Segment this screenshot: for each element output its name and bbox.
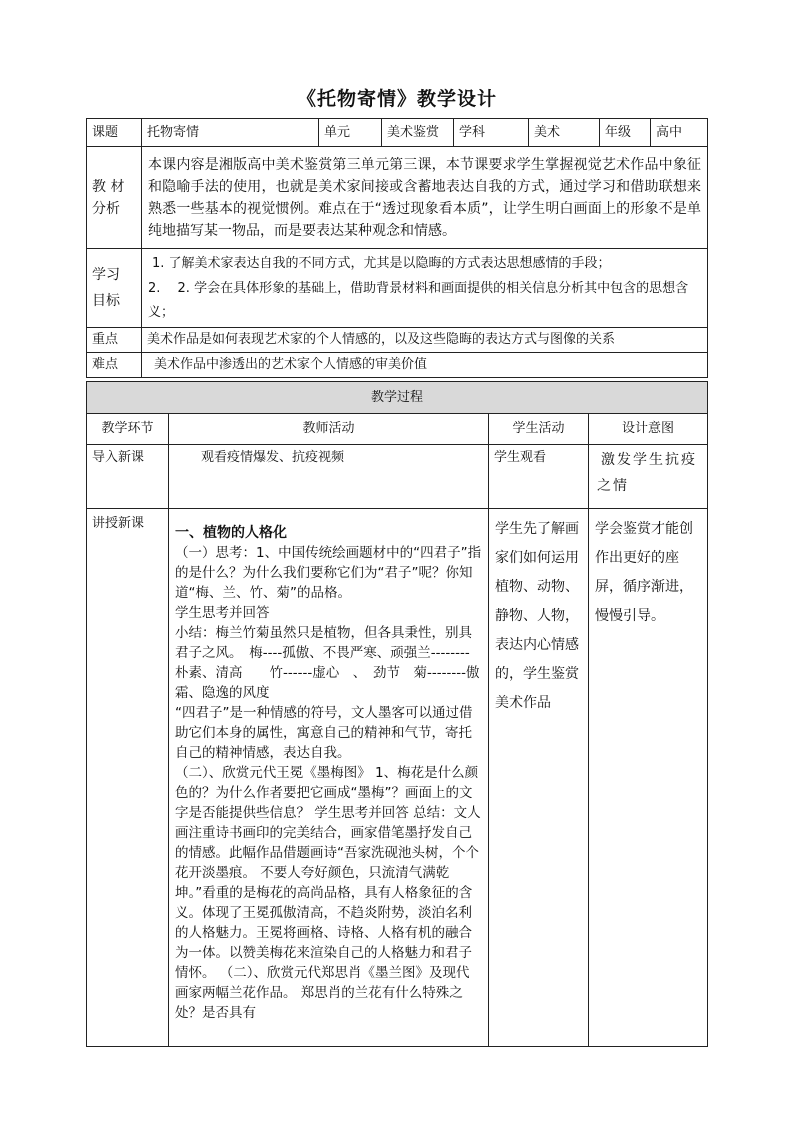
goal-label-line2: 目标 [92, 293, 120, 309]
material-text: 本课内容是湘版高中美术鉴赏第三单元第三课，本节课要求学生掌握视觉艺术作品中象征和隐喻手法的使用，也就是美术家间接或含蓄地表达自我的方式，通过学习和借助联想来熟悉一些基本的视觉惯例。难点在于“透过现象看本质”，让学生明白画面上的形象不是单纯地描写某一物品，而是要表达某种观念和情感。 [142, 147, 708, 249]
intro-student: 学生观看 [489, 445, 589, 509]
difficulty-label: 难点 [87, 353, 142, 378]
process-section-title: 教学过程 [87, 382, 708, 414]
material-row [87, 147, 708, 249]
header-teacher: 教师活动 [169, 414, 489, 445]
subject-value: 美术 [529, 119, 600, 147]
difficulty-text: 美术作品中渗透出的艺术家个人情感的审美价值 [142, 353, 708, 378]
goal-2: 2. 2. 学会在具体形象的基础上，借助背景材料和画面提供的相关信息分析其中包含的思想含义； [148, 281, 689, 320]
goal-cell [142, 249, 708, 328]
unit-label: 单元 [319, 119, 382, 147]
grade-label: 年级 [600, 119, 651, 147]
goal-row [87, 249, 708, 328]
material-label [87, 147, 142, 249]
keti-label: 课题 [87, 119, 142, 147]
header-student: 学生活动 [489, 414, 589, 445]
key-text: 美术作品是如何表现艺术家的个人情感的，以及这些隐晦的表达方式与图像的关系 [142, 328, 708, 353]
difficulty-row [87, 353, 708, 378]
course-row [87, 119, 708, 147]
goal-label-line1: 学习 [92, 267, 120, 283]
lecture-student: 学生先了解画家们如何运用植物、动物、静物、人物，表达内心情感的，学生鉴赏美术作品 [489, 509, 589, 1047]
grade-value: 高中 [651, 119, 708, 147]
lecture-paragraph-1: （一）思考：1、中国传统绘画题材中的“四君子”指的是什么？为什么我们要称它们为“君子”呢？你知道“梅、兰、竹、菊”的品格。 [175, 545, 482, 601]
lecture-stage: 讲授新课 [87, 509, 169, 1047]
process-row-intro [87, 445, 708, 509]
document-title: 《托物寄情》教学设计 [296, 88, 497, 110]
course-info-table [86, 118, 708, 378]
lecture-teacher [169, 509, 489, 1047]
header-intent: 设计意图 [589, 414, 708, 445]
process-row-lecture [87, 509, 708, 1047]
goal-label [87, 249, 142, 328]
intro-teacher: 观看疫情爆发、抗疫视频 [169, 445, 489, 509]
lecture-paragraph-3: 小结：梅兰竹菊虽然只是植物，但各具秉性，别具君子之风。 梅----孤傲、不畏严寒、顽强兰--------朴素、清高 竹------虚心 、 劲节 菊--------傲霜、隐逸的风度 [175, 625, 480, 701]
lecture-paragraph-2: 学生思考并回答 [175, 605, 270, 621]
intro-intent: 激发学生抗疫之情 [589, 445, 708, 509]
keti-value: 托物寄情 [142, 119, 319, 147]
goal-1: 1. 了解美术家表达自我的不同方式，尤其是以隐晦的方式表达思想感情的手段； [152, 256, 611, 271]
process-section-row [87, 382, 708, 414]
lecture-paragraph-4: “四君子”是一种情感的符号，文人墨客可以通过借助它们本身的属性，寓意自己的精神和气节，寄托自己的精神情感，表达自我。 [175, 705, 473, 761]
key-label: 重点 [87, 328, 142, 353]
key-row [87, 328, 708, 353]
material-label-line1: 教 材 [92, 178, 125, 195]
material-label-line2: 分析 [92, 200, 120, 217]
header-stage: 教学环节 [87, 414, 169, 445]
subject-label: 学科 [454, 119, 529, 147]
process-header-row [87, 414, 708, 445]
lecture-paragraph-5: （二）、欣赏元代王冕《墨梅图》 1、梅花是什么颜色的？为什么作者要把它画成“墨梅”？画面上的文字是否能提供些信息？ 学生思考并回答 总结：文人画注重诗书画印的完美结合，画家借笔墨抒发自己的情感。此幅作品借题画诗“吾家洗砚池头树，个个花开淡墨痕。 不要人夸好颜色，只流清气满乾坤。”看重的是梅花的高尚品格，具有人格象征的含义。体现了王冕孤傲清高，不趋炎附势，淡泊名利的人格魅力。王冕将画格、诗格、人格有机的融合为一体。以赞美梅花来渲染自己的人格魅力和君子情怀。 （二）、欣赏元代郑思肖《墨兰图》及现代画家两幅兰花作品。 郑思肖的兰花有什么特殊之处？是否具有 [175, 765, 481, 1021]
teaching-process-table [86, 381, 708, 1047]
lecture-intent: 学会鉴赏才能创作出更好的座屏，循序渐进，慢慢引导。 [589, 509, 708, 1047]
intro-stage: 导入新课 [87, 445, 169, 509]
unit-value: 美术鉴赏 [382, 119, 454, 147]
lecture-heading: 一、植物的人格化 [175, 525, 287, 541]
